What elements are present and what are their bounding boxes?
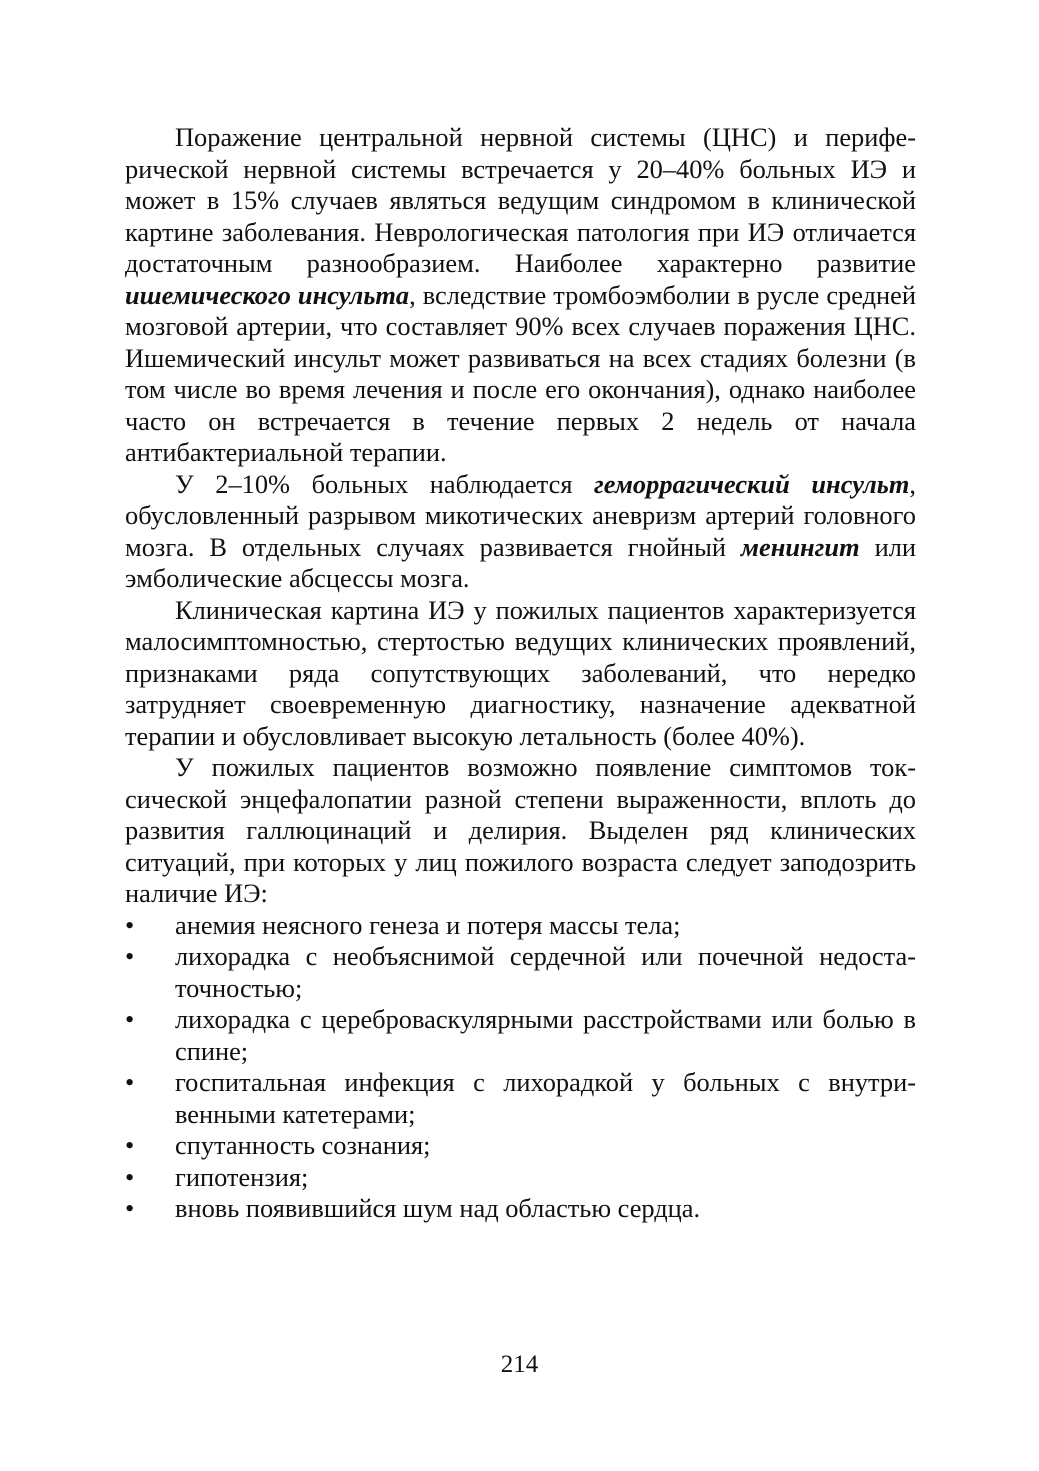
bullet-icon: • <box>125 1130 135 1160</box>
term-hemorrhagic-stroke: геморрагический инсульт <box>594 468 910 499</box>
list-item-text: вновь появившийся шум над областью сердца. <box>175 1193 701 1223</box>
paragraph-text: У пожилых пациентов возможно появление симптомов токсической энцефалопатии разной степени выраженности, вплоть до развития галлюцинаций и делирия. Выделен ряд клинических ситуаций, при которых у лиц пожилого возраста следует заподозрить наличие ИЭ: <box>125 752 916 908</box>
paragraph-text: Поражение центральной нервной системы (ЦНС) и периферической нервной системы встречается у 20–40% больных ИЭ и может в 15% случаев являться ведущим синдромом в клинической картине заболевания. Неврологическая патология при ИЭ отличается достаточным разнообразием. Наиболее характерно развитие <box>125 122 916 278</box>
list-item-text: анемия неясного генеза и потеря массы тела; <box>175 909 681 940</box>
term-meningitis: менингит <box>740 531 860 562</box>
paragraph-text: Клиническая картина ИЭ у пожилых пациентов характеризуется малосимптомностью, стертостью ведущих клинических проявлений, признаками ряда сопутствующих заболеваний, что нередко затрудняет своевременную диагностику, назначение адекватной терапии и обусловливает высокую летальность (более 40%). <box>125 594 916 751</box>
situations-list <box>125 910 916 1225</box>
list-item-text: гипотензия; <box>175 1161 309 1192</box>
list-item-text: спутанность сознания; <box>175 1130 431 1160</box>
paragraph-hemorrhagic-stroke <box>125 469 916 595</box>
paragraph-ischemic-stroke <box>125 122 916 469</box>
paragraph-text: , вследствие тромбоэмболии в русле средней мозговой артерии, что составляет 90% всех случаев поражения ЦНС. Ишемический инсульт может развиваться на всех стадиях болезни (в том числе во время лечения и после его окончания), однако наиболее часто он встречается в течение первых 2 недель от начала антибактериальной терапии. <box>125 279 916 467</box>
list-item <box>125 1162 916 1194</box>
paragraph-text: , обусловленный разрывом микотических аневризм артерий головного мозга. В отдельных случаях развивается гнойный <box>125 468 916 562</box>
list-item <box>125 1193 916 1225</box>
list-item <box>125 1067 916 1130</box>
list-item <box>125 1130 916 1162</box>
paragraph-elderly-clinical-picture <box>125 595 916 753</box>
paragraph-text: У 2–10% больных наблюдается <box>175 468 595 499</box>
list-item-text: госпитальная инфекция с лихорадкой у больных с внутривенными катетерами; <box>175 1067 916 1129</box>
list-item <box>125 910 916 942</box>
page-body <box>125 122 916 1225</box>
bullet-icon: • <box>125 1004 135 1034</box>
bullet-icon: • <box>125 909 135 940</box>
bullet-icon: • <box>125 1067 135 1097</box>
paragraph-text: или эмболические абсцессы мозга. <box>125 531 916 593</box>
bullet-icon: • <box>125 1161 135 1192</box>
list-item <box>125 941 916 1004</box>
list-item-text: лихорадка с необъяснимой сердечной или почечной недостаточностью; <box>175 941 916 1003</box>
bullet-icon: • <box>125 1193 135 1223</box>
page-number: 214 <box>500 1351 539 1378</box>
list-item-text: лихорадка с цереброваскулярными расстройствами или болью в спине; <box>175 1004 916 1066</box>
term-ischemic-stroke: ишемического инсульта <box>125 279 410 310</box>
bullet-icon: • <box>125 941 135 971</box>
list-item <box>125 1004 916 1067</box>
paragraph-elderly-symptoms <box>125 752 916 910</box>
